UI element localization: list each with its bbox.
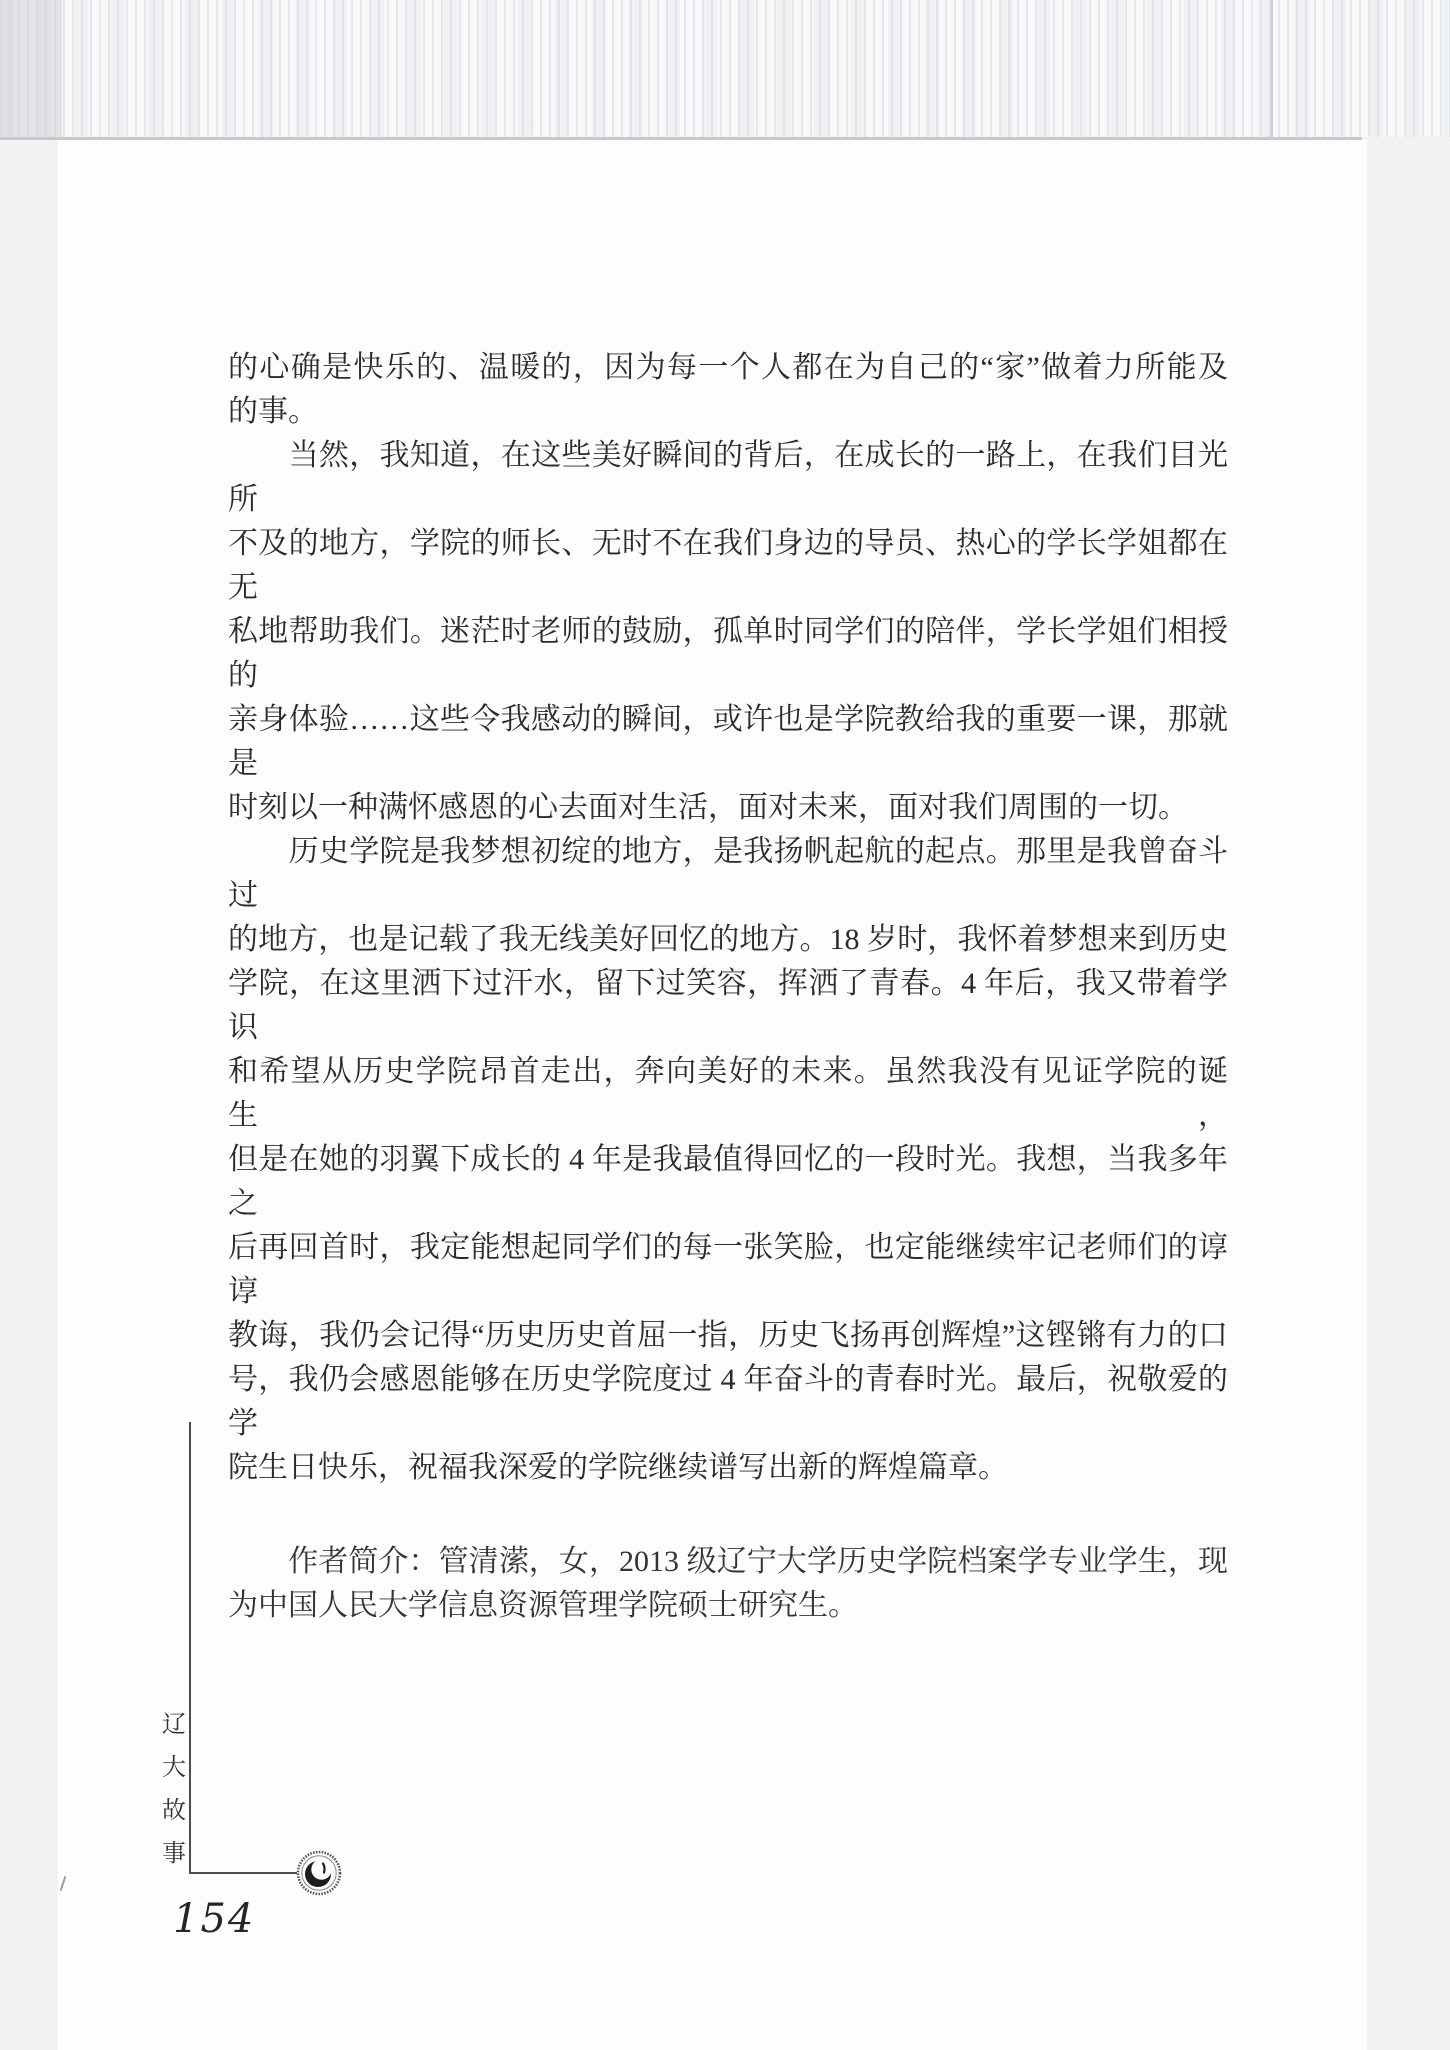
crescent-seal-icon	[296, 1850, 342, 1896]
text-line: 院生日快乐，祝福我深爱的学院继续谱写出新的辉煌篇章。	[228, 1451, 1008, 1484]
author-bio-line: 为中国人民大学信息资源管理学院硕士研究生。	[228, 1589, 858, 1622]
series-label-char: 故	[162, 1797, 186, 1824]
text-line: 当然，我知道，在这些美好瞬间的背后，在成长的一路上，在我们目光所	[228, 439, 1228, 516]
text-line: 的心确是快乐的、温暖的，因为每一个人都在为自己的“家”做着力所能及	[228, 351, 1228, 384]
sidebar-horizontal-rule	[189, 1872, 297, 1874]
text-line: 教诲，我仍会记得“历史历史首屈一指，历史飞扬再创辉煌”这铿锵有力的口	[228, 1319, 1228, 1352]
text-line: 的事。	[228, 395, 318, 428]
paragraph-1	[228, 346, 1228, 434]
author-bio	[228, 1540, 1228, 1628]
series-label-char: 辽	[162, 1711, 186, 1738]
text-line: 号，我仍会感恩能够在历史学院度过 4 年奋斗的青春时光。最后，祝敬爱的学	[228, 1363, 1228, 1440]
text-line: 但是在她的羽翼下成长的 4 年是我最值得回忆的一段时光。我想，当我多年之	[228, 1143, 1228, 1220]
series-label-char: 事	[162, 1840, 186, 1867]
text-line: 后再回首时，我定能想起同学们的每一张笑脸，也定能继续牢记老师们的谆谆	[228, 1231, 1228, 1308]
paragraph-2	[228, 434, 1228, 830]
scan-noise-band	[0, 0, 1450, 137]
text-line: 历史学院是我梦想初绽的地方，是我扬帆起航的起点。那里是我曾奋斗过	[228, 835, 1228, 912]
text-line: 和希望从历史学院昂首走出，奔向美好的未来。虽然我没有见证学院的诞生，	[228, 1055, 1228, 1132]
author-bio-line: 作者简介：管清潆，女，2013 级辽宁大学历史学院档案学专业学生，现	[228, 1545, 1228, 1578]
sidebar-vertical-rule	[189, 1422, 191, 1874]
text-line: 私地帮助我们。迷茫时老师的鼓励，孤单时同学们的陪伴，学长学姐们相授的	[228, 615, 1228, 692]
text-line: 亲身体验……这些令我感动的瞬间，或许也是学院教给我的重要一课，那就是	[228, 703, 1228, 780]
text-line: 不及的地方，学院的师长、无时不在我们身边的导员、热心的学长学姐都在无	[228, 527, 1228, 604]
body-text-block	[228, 346, 1228, 1628]
series-vertical-label	[160, 1700, 188, 1872]
text-line: 的地方，也是记载了我无线美好回忆的地方。18 岁时，我怀着梦想来到历史	[228, 923, 1228, 956]
text-line: 学院，在这里洒下过汗水，留下过笑容，挥洒了青春。4 年后，我又带着学识	[228, 967, 1228, 1044]
text-line: 时刻以一种满怀感恩的心去面对生活，面对未来，面对我们周围的一切。	[228, 791, 1188, 824]
scan-artifact-line	[1271, 0, 1273, 143]
page-number: 154	[173, 1896, 256, 1942]
series-label-char: 大	[162, 1754, 186, 1781]
paragraph-3	[228, 830, 1228, 1490]
